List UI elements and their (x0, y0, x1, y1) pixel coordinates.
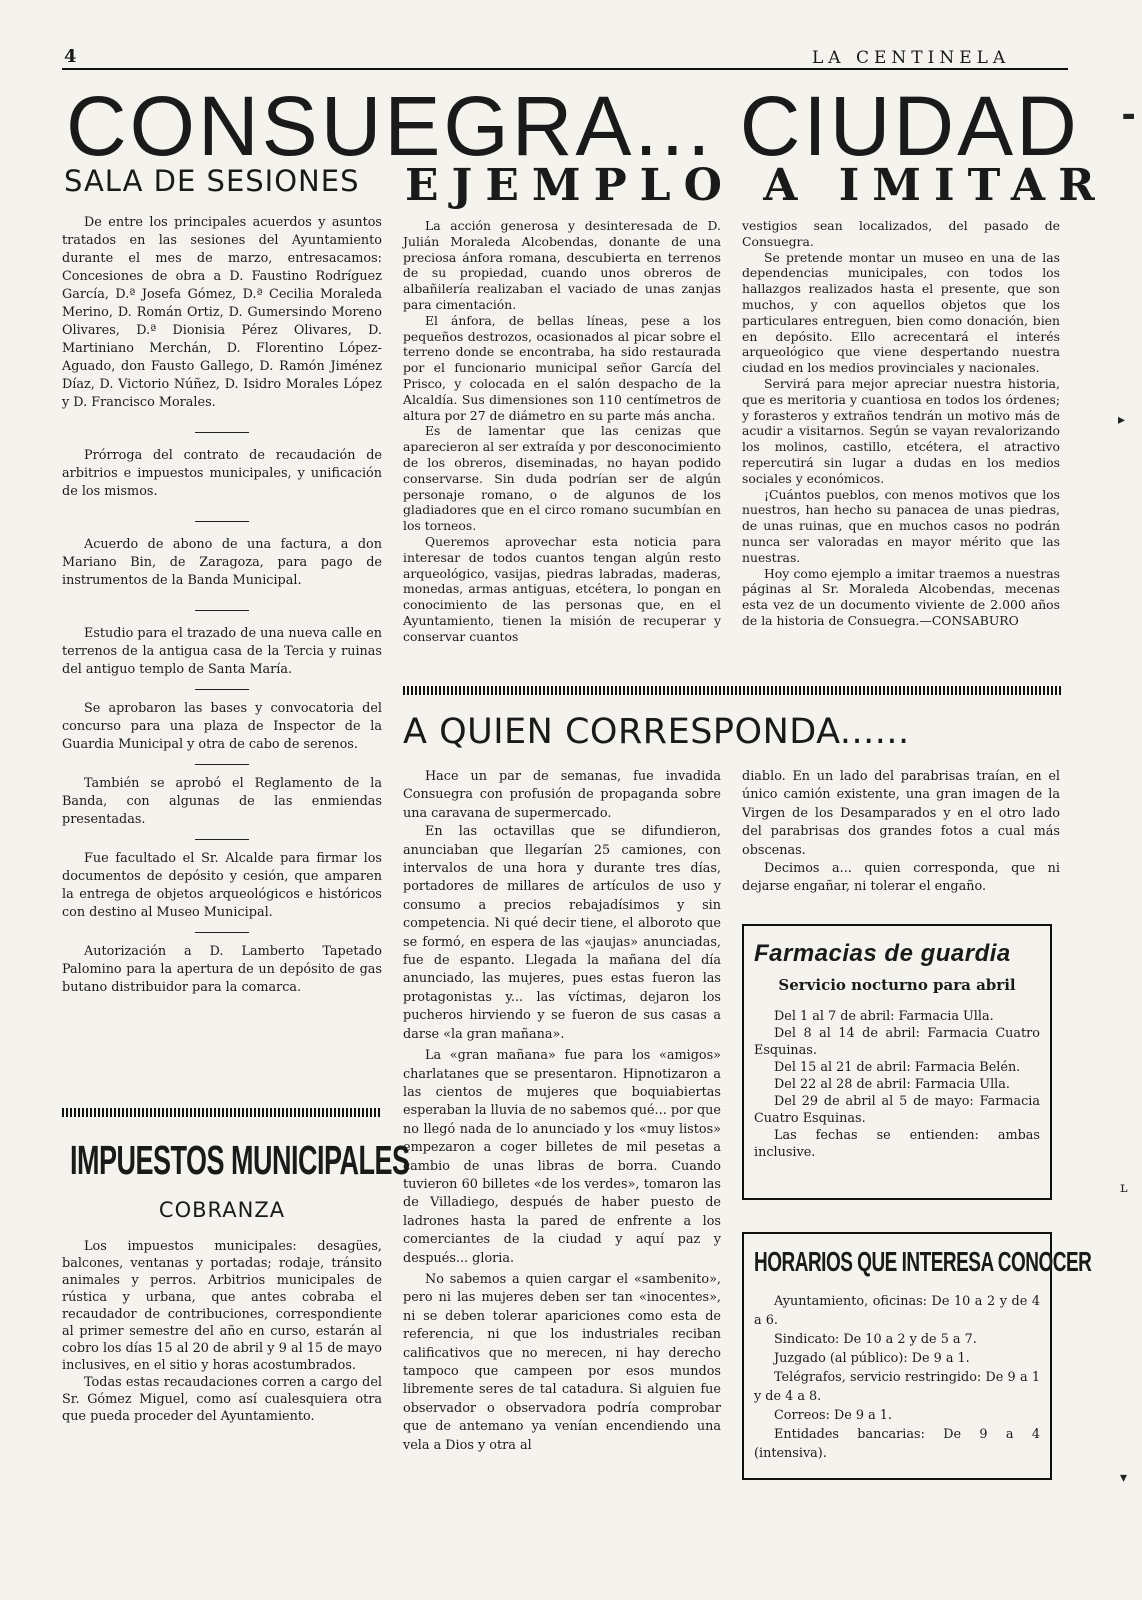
quien-paragraph: No sabemos a quien cargar el «sambenito», pero ni las mujeres deben ser tan «inocentes», ni se deben tolerar apariciones como esta de referencia, ni que los industriales reciban calificativos que no merecen, ni hay derecho tampoco que campeen por esos mundos libremente seres de tal catadura. Si alguien fue observador o observadora podría comprobar que de antemano ya venían encendiendo una vela a Dios y otra al (403, 1271, 721, 1453)
ejemplo-paragraph: La acción generosa y desinteresada de D. Julián Moraleda Alcobendas, donante de una preciosa ánfora romana, descubierta en terrenos de su propiedad, cuando unos obreros de albañilería realizaban el vaciado de unas zanjas para cimentación. (403, 218, 721, 312)
farmacia-line: Del 29 de abril al 5 de mayo: Farmacia Cuatro Esquinas. (754, 1094, 1040, 1126)
impuestos-paragraph: Los impuestos municipales: desagües, balcones, ventanas y portadas; rodaje, tránsito animales y perros. Arbitrios municipales de rústica y urbana, que antes cobraba el recaudador de contribuciones, correspondiente al primer semestre del año en curso, estarán al cobro los días 15 al 20 de abril y 9 al 15 de mayo inclusives, en el sitio y horas acostumbrados. (62, 1239, 382, 1373)
impuestos-subtitle: COBRANZA (158, 1198, 286, 1222)
horarios-box (742, 1232, 1092, 1480)
ejemplo-heading: EJEMPLO A IMITAR (405, 160, 1108, 211)
masthead: LA CENTINELA (812, 48, 1011, 68)
farmacia-line: Las fechas se entienden: ambas inclusive. (754, 1128, 1040, 1160)
ejemplo-paragraph: Se pretende montar un museo en una de las dependencias municipales, con todos los hallazgos realizados hasta el presente, que son muchos, y con aquellos objetos que los particulares entreguen, bien como donación, bien en depósito. Ello acrecentará el interés arqueológico que viene despertando nuestra ciudad en los medios provinciales y nacionales. (742, 249, 1060, 376)
page-number: 4 (64, 46, 77, 67)
impuestos-title: IMPUESTOS MUNICIPALES (70, 1138, 410, 1183)
separator (195, 521, 249, 522)
header-rule (62, 68, 1068, 70)
column-divider (62, 1108, 382, 1117)
sala-item: Estudio para el trazado de una nueva calle en terrenos de la antigua casa de la Tercia y ruinas del antiguo templo de Santa María. (62, 626, 382, 677)
quien-paragraph: En las octavillas que se difundieron, anunciaban que llegarían 25 camiones, con intervalos de una hora y durante tres días, portadores de millares de artículos de uso y consumo a precios rebajadísimos y sin competencia. Ni qué decir tiene, el alboroto que se formó, en espera de las «jaujas» anunciadas, fue de espanto. Llegada la mañana del día anunciado, las mujeres, pues estas fueron las protagonistas y... las víctimas, dejaron los pucheros hirviendo y se fueron de sus casas a darse «la gran mañana». (403, 824, 721, 1042)
horario-line: Ayuntamiento, oficinas: De 10 a 2 y de 4 a 6. (754, 1294, 1040, 1328)
sala-item: Fue facultado el Sr. Alcalde para firmar los documentos de depósito y cesión, que amparen la entrega de objetos arqueológicos e históricos con destino al Museo Municipal. (62, 851, 382, 920)
horario-line: Sindicato: De 10 a 2 y de 5 a 7. (774, 1332, 977, 1347)
sala-item: También se aprobó el Reglamento de la Banda, con algunas de las enmiendas presentadas. (62, 776, 382, 827)
sala-item: De entre los principales acuerdos y asuntos tratados en las sesiones del Ayuntamiento durante el mes de marzo, entresacamos: Concesiones de obra a D. Faustino Rodríguez García, D.ª Josefa Gómez, D.ª Cecilia Moraleda Merino, D. Román Ortiz, D. Gumersindo Moreno Olivares, D.ª Dionisia Pérez Olivares, D. Martiniano Merchán, D. Florentino López-Aguado, don Fausto Gallego, D. Ramón Jiménez Díaz, D. Victorio Núñez, D. Isidro Morales López y D. Francisco Morales. (62, 215, 382, 410)
ejemplo-column-1 (403, 218, 721, 645)
separator (195, 432, 249, 433)
horario-line: Entidades bancarias: De 9 a 4 (intensiva). (754, 1427, 1040, 1461)
quien-paragraph: Decimos a... quien corresponda, que ni dejarse engañar, ni tolerar el engaño. (742, 861, 1060, 895)
farmacia-line: Del 1 al 7 de abril: Farmacia Ulla. (774, 1009, 994, 1024)
farmacias-box (742, 924, 1052, 1200)
separator (195, 610, 249, 611)
ejemplo-column-2 (742, 218, 1060, 629)
quien-paragraph: Hace un par de semanas, fue invadida Consuegra con profusión de propaganda sobre una caravana de supermercado. (403, 769, 721, 821)
ejemplo-paragraph: El ánfora, de bellas líneas, pese a los pequeños destrozos, ocasionados al picar sobre el terreno donde se encontraba, ha sido restaurada por el funcionario municipal señor García del Prisco, y colocada en el salón despacho de la Alcaldía. Sus dimensiones son 110 centímetros de altura por 27 de diámetro en su parte más ancha. (403, 312, 721, 423)
sala-item: Se aprobaron las bases y convocatoria del concurso para una plaza de Inspector de la Guardia Municipal y otra de cabo de serenos. (62, 701, 382, 752)
sala-item: Acuerdo de abono de una factura, a don Mariano Bin, de Zaragoza, para pago de instrumentos de la Banda Municipal. (62, 537, 382, 588)
farmacia-line: Del 22 al 28 de abril: Farmacia Ulla. (774, 1077, 1010, 1092)
sala-heading: SALA DE SESIONES (64, 164, 360, 198)
farmacias-subtitle: Servicio nocturno para abril (778, 976, 1016, 994)
sala-item: Autorización a D. Lamberto Tapetado Palomino para la apertura de un depósito de gas butano distribuidor para la comarca. (62, 944, 382, 995)
separator (195, 689, 249, 690)
ejemplo-paragraph: ¡Cuántos pueblos, con menos motivos que los nuestros, han hecho su panacea de unas piedras, de unas ruinas, que en muchos casos no podrán nunca ser valoradas en mayor mérito que las nuestras. (742, 486, 1060, 565)
impuestos-body (62, 1238, 382, 1425)
impuestos-paragraph: Todas estas recaudaciones corren a cargo del Sr. Gómez Miguel, como así cualesquiera otra que pueda proceder del Ayuntamiento. (62, 1375, 382, 1424)
scan-mark-icon: ▸ (1118, 412, 1126, 428)
main-headline: CONSUEGRA... CIUDAD (66, 79, 1080, 173)
separator (195, 839, 249, 840)
separator (195, 932, 249, 933)
scan-mark-icon: ʟ (1120, 1180, 1128, 1196)
farmacias-title: Farmacias de guardia (754, 940, 1011, 967)
scan-mark-icon: ▬ (1122, 108, 1136, 124)
quien-title: A QUIEN CORRESPONDA...... (403, 712, 910, 752)
horario-line: Correos: De 9 a 1. (774, 1408, 892, 1423)
ejemplo-paragraph: Es de lamentar que las cenizas que aparecieron al ser extraída y por desconocimiento de los obreros, diseminadas, no hayan podido conservarse. Sin duda podrían ser de algún personaje romano, o de algunos de los gladiadores que en el circo romano sucumbían en los torneos. (403, 423, 721, 534)
quien-paragraph: La «gran mañana» fue para los «amigos» charlatanes que se presentaron. Hipnotizaron a las cientos de mujeres que boquiabiertas esperaban la lluvia de no sabemos qué... por que no llegó nada de lo anunciado y los «muy listos» empezaron a coger billetes de mil pesetas a cambio de unas libras de borra. Cuando tuvieron 60 billetes «de los verdes», tomaron las de Villadiego, después de haber puesto de ladrones hasta la pared de enfrente a los comerciantes de la ciudad y aquí paz y después... gloria. (403, 1048, 721, 1266)
sala-column (62, 214, 382, 997)
horario-line: Juzgado (al público): De 9 a 1. (774, 1351, 970, 1366)
quien-column-1 (403, 768, 721, 1455)
scan-mark-icon: ▾ (1120, 1470, 1128, 1486)
separator (195, 764, 249, 765)
farmacia-line: Del 15 al 21 de abril: Farmacia Belén. (774, 1060, 1021, 1075)
ejemplo-signature: CONSABURO (931, 612, 1019, 628)
horarios-title: HORARIOS QUE INTERESA CONOCER (754, 1248, 1092, 1279)
section-divider (403, 686, 1061, 695)
ejemplo-paragraph: Servirá para mejor apreciar nuestra historia, que es meritoria y cuantiosa en todos los órdenes; y forasteros y extraños tendrán un motivo más de acudir a visitarnos. Según se vayan revalorizando los molinos, castillo, etcétera, el atractivo repercutirá sin lugar a dudas en los medios sociales y económicos. (742, 375, 1060, 486)
farmacia-line: Del 8 al 14 de abril: Farmacia Cuatro Esquinas. (754, 1026, 1040, 1058)
sala-item: Prórroga del contrato de recaudación de arbitrios e impuestos municipales, y unificación de los mismos. (62, 448, 382, 499)
ejemplo-paragraph: Hoy como ejemplo a imitar traemos a nuestras páginas al Sr. Moraleda Alcobendas, mecenas esta vez de un documento viviente de 2.000 años de la historia de Consuegra.—CONSABURO (742, 565, 1060, 628)
quien-column-2 (742, 768, 1060, 897)
ejemplo-paragraph: vestigios sean localizados, del pasado de Consuegra. (742, 218, 1060, 249)
horario-line: Telégrafos, servicio restringido: De 9 a 1 y de 4 a 8. (754, 1370, 1040, 1404)
ejemplo-paragraph: Queremos aprovechar esta noticia para interesar de todos cuantos tengan algún resto arqueológico, vasijas, piedras labradas, maderas, monedas, armas antiguas, etcétera, lo pongan en conocimiento de las personas que, en el Ayuntamiento, tienen la misión de recuperar y conservar cuantos (403, 533, 721, 644)
quien-paragraph: diablo. En un lado del parabrisas traían, en el único camión existente, una gran imagen de la Virgen de los Desamparados y en el otro lado del parabrisas dos grandes fotos a cual más obscenas. (742, 769, 1060, 858)
